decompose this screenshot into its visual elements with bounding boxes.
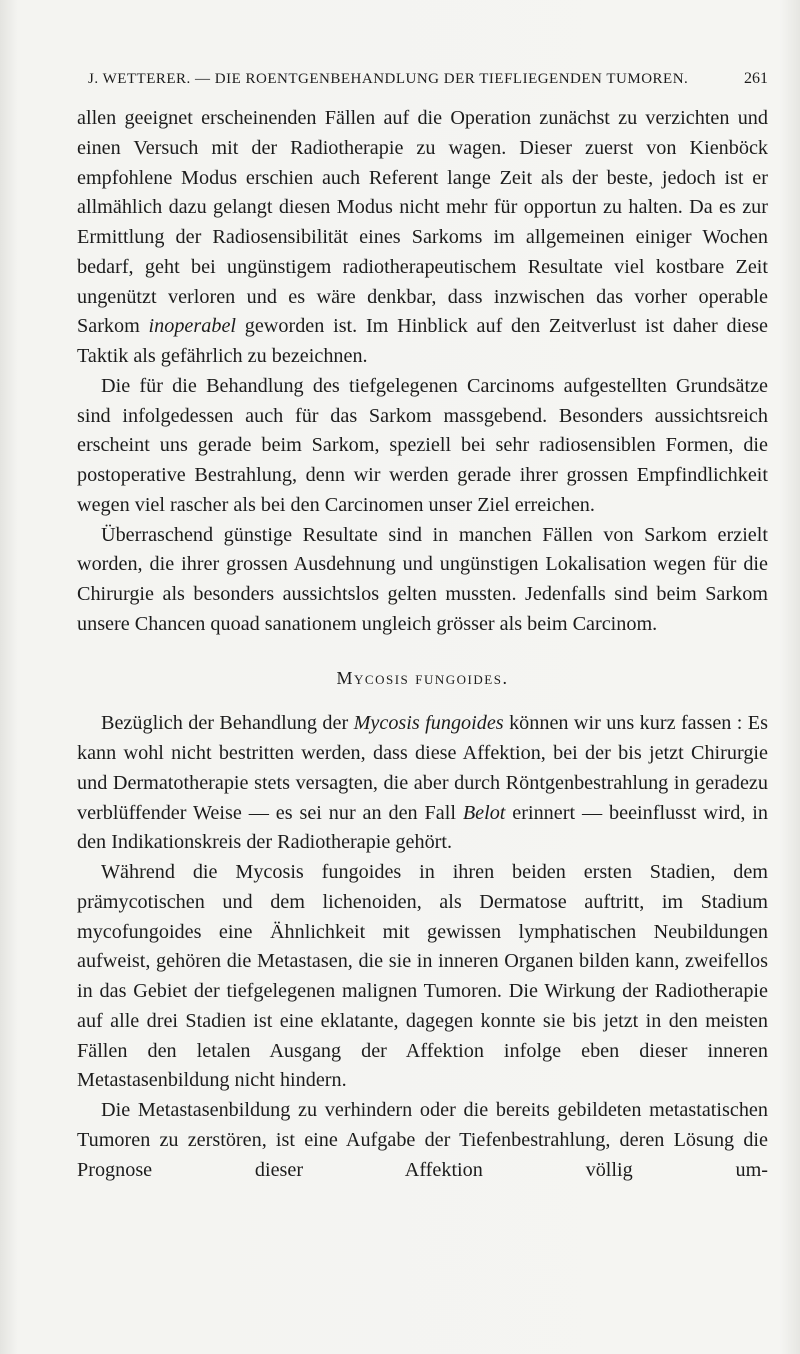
running-header: [88, 70, 768, 88]
running-title: J. WETTERER. — DIE ROENTGENBEHANDLUNG DER TIEFLIEGENDEN TUMOREN.: [88, 71, 689, 87]
paragraph: [77, 709, 768, 858]
paragraph-text: allen geeignet erscheinenden Fällen auf die Operation zunächst zu verzichten und einen Versuch mit der Radiotherapie zu wagen. Dieser zuerst von Kienböck empfohlene Modus erschien auch Referent lange Zeit als der beste, jedoch ist er allmählich dazu gelangt diesen Modus nicht mehr für opportun zu halten. Da es zur Ermittlung der Radiosensibilität eines Sarkoms im allgemeinen einiger Wochen bedarf, geht bei ungünstigem radiotherapeutischem Resultate viel kostbare Zeit ungenützt verloren und es wäre denkbar, dass inzwischen das vorher operable Sarkom: [77, 107, 768, 338]
paragraph-text: Bezüglich der Behandlung der: [101, 712, 354, 735]
paragraph: Überraschend günstige Resultate sind in manchen Fällen von Sarkom erzielt worden, die ihrer grossen Ausdehnung und ungünstigen Lokalisation wegen für die Chirurgie als besonders aussichtslos gelten mussten. Jedenfalls sind beim Sarkom unsere Chancen quoad sanationem ungleich grösser als beim Carcinom.: [77, 523, 768, 635]
page-body: [77, 104, 768, 1185]
paragraph: Die Metastasenbildung zu verhindern oder die bereits gebildeten metastatischen Tumoren zu zerstören, ist eine Aufgabe der Tiefenbestrahlung, deren Lösung die Prognose dieser Affektion völlig um-: [77, 1099, 768, 1181]
page-number: 261: [744, 70, 768, 87]
paragraph-text: erinnert — beeinflusst wird, in den Indikationskreis der Radiotherapie gehört.: [77, 801, 768, 854]
paragraph: Die für die Behandlung des tiefgelegenen Carcinoms aufgestellten Grundsätze sind infolgedessen auch für das Sarkom massgebend. Besonders aussichtsreich erscheint uns gerade beim Sarkom, speziell bei sehr radiosensiblen Formen, die postoperative Bestrahlung, denn wir werden gerade ihrer grossen Empfindlichkeit wegen viel rascher als bei den Carcinomen unser Ziel erreichen.: [77, 374, 768, 516]
paragraph-text: geworden ist. Im Hinblick auf den Zeitverlust ist daher diese Taktik als gefährlich zu bezeichnen.: [77, 315, 768, 367]
italic-term: inoperabel: [148, 315, 237, 338]
paragraph: Während die Mycosis fungoides in ihren beiden ersten Stadien, dem prämycotischen und dem lichenoiden, als Dermatose auftritt, im Stadium mycofungoides eine Ähnlichkeit mit gewissen lymphatischen Neubildungen aufweist, gehören die Metastasen, die sie in inneren Organen bilden kann, zweifellos in das Gebiet der tiefgelegenen malignen Tumoren. Die Wirkung der Radiotherapie auf alle drei Stadien ist eine eklatante, dagegen konnte sie bis jetzt in den meisten Fällen den letalen Ausgang der Affektion infolge eben dieser inneren Metastasenbildung nicht hindern.: [77, 861, 768, 1092]
paragraph: [77, 104, 768, 372]
paragraph-text: können wir uns kurz fassen : Es kann wohl nicht bestritten werden, dass diese Affektion, bei der bis jetzt Chirurgie und Dermatotherapie stets versagten, die aber durch Röntgenbestrahlung in geradezu verblüffender Weise — es sei nur an den Fall: [77, 712, 768, 824]
italic-term: Mycosis fungoides: [353, 712, 504, 735]
section-heading: Mycosis fungoides.: [336, 667, 509, 688]
italic-name: Belot: [462, 801, 506, 824]
